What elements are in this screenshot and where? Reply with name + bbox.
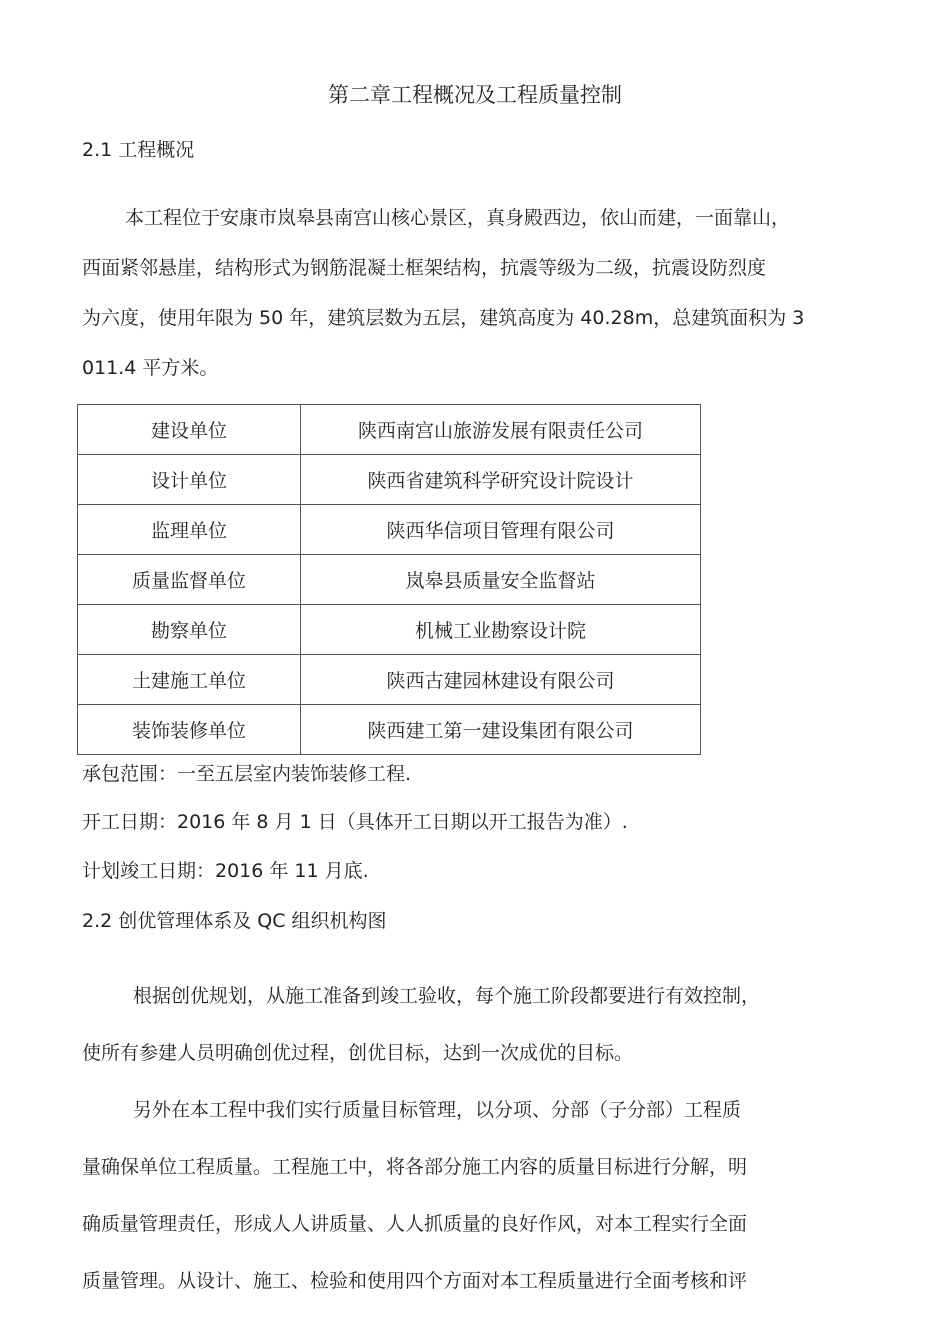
section-heading-2-1: 2.1 工程概况 [82, 139, 195, 161]
table-row [78, 705, 701, 755]
section-heading-2-2: 2.2 创优管理体系及 QC 组织机构图 [82, 910, 387, 932]
unit-role-cell: 土建施工单位 [78, 655, 301, 705]
unit-org-cell: 机械工业勘察设计院 [301, 605, 701, 655]
paragraph-line: 另外在本工程中我们实行质量目标管理，以分项、分部（子分部）工程质 [133, 1099, 742, 1121]
paragraph-line: 质量管理。从设计、施工、检验和使用四个方面对本工程质量进行全面考核和评 [82, 1270, 748, 1292]
unit-role-cell: 设计单位 [78, 455, 301, 505]
unit-role-cell: 勘察单位 [78, 605, 301, 655]
paragraph-line: 011.4 平方米。 [82, 357, 219, 379]
table-row [78, 605, 701, 655]
unit-org-cell: 陕西建工第一建设集团有限公司 [301, 705, 701, 755]
table-row [78, 555, 701, 605]
unit-role-cell: 建设单位 [78, 405, 301, 455]
table-row [78, 655, 701, 705]
unit-org-cell: 陕西古建园林建设有限公司 [301, 655, 701, 705]
project-units-table [77, 404, 701, 755]
paragraph-line: 确质量管理责任，形成人人讲质量、人人抓质量的良好作风，对本工程实行全面 [82, 1213, 748, 1235]
paragraph-line: 本工程位于安康市岚皋县南宫山核心景区，真身殿西边，依山而建，一面靠山， [125, 207, 791, 229]
paragraph-line: 根据创优规划，从施工准备到竣工验收，每个施工阶段都要进行有效控制， [133, 985, 761, 1007]
paragraph-line: 西面紧邻悬崖，结构形式为钢筋混凝土框架结构，抗震等级为二级，抗震设防烈度 [82, 257, 767, 279]
unit-role-cell: 装饰装修单位 [78, 705, 301, 755]
unit-org-cell: 岚皋县质量安全监督站 [301, 555, 701, 605]
unit-role-cell: 质量监督单位 [78, 555, 301, 605]
unit-role-cell: 监理单位 [78, 505, 301, 555]
unit-org-cell: 陕西南宫山旅游发展有限责任公司 [301, 405, 701, 455]
table-row [78, 455, 701, 505]
table-row [78, 405, 701, 455]
table-row [78, 505, 701, 555]
completion-date-note: 计划竣工日期：2016 年 11 月底. [82, 860, 369, 882]
scope-note: 承包范围：一至五层室内装饰装修工程. [82, 763, 412, 785]
paragraph-line: 为六度，使用年限为 50 年，建筑层数为五层，建筑高度为 40.28m，总建筑面积为 3 [82, 307, 805, 329]
start-date-note: 开工日期：2016 年 8 月 1 日（具体开工日期以开工报告为准）. [82, 811, 628, 833]
chapter-title: 第二章工程概况及工程质量控制 [328, 83, 622, 107]
paragraph-line: 使所有参建人员明确创优过程，创优目标，达到一次成优的目标。 [82, 1042, 634, 1064]
unit-org-cell: 陕西华信项目管理有限公司 [301, 505, 701, 555]
unit-org-cell: 陕西省建筑科学研究设计院设计 [301, 455, 701, 505]
paragraph-line: 量确保单位工程质量。工程施工中，将各部分施工内容的质量目标进行分解，明 [82, 1156, 748, 1178]
